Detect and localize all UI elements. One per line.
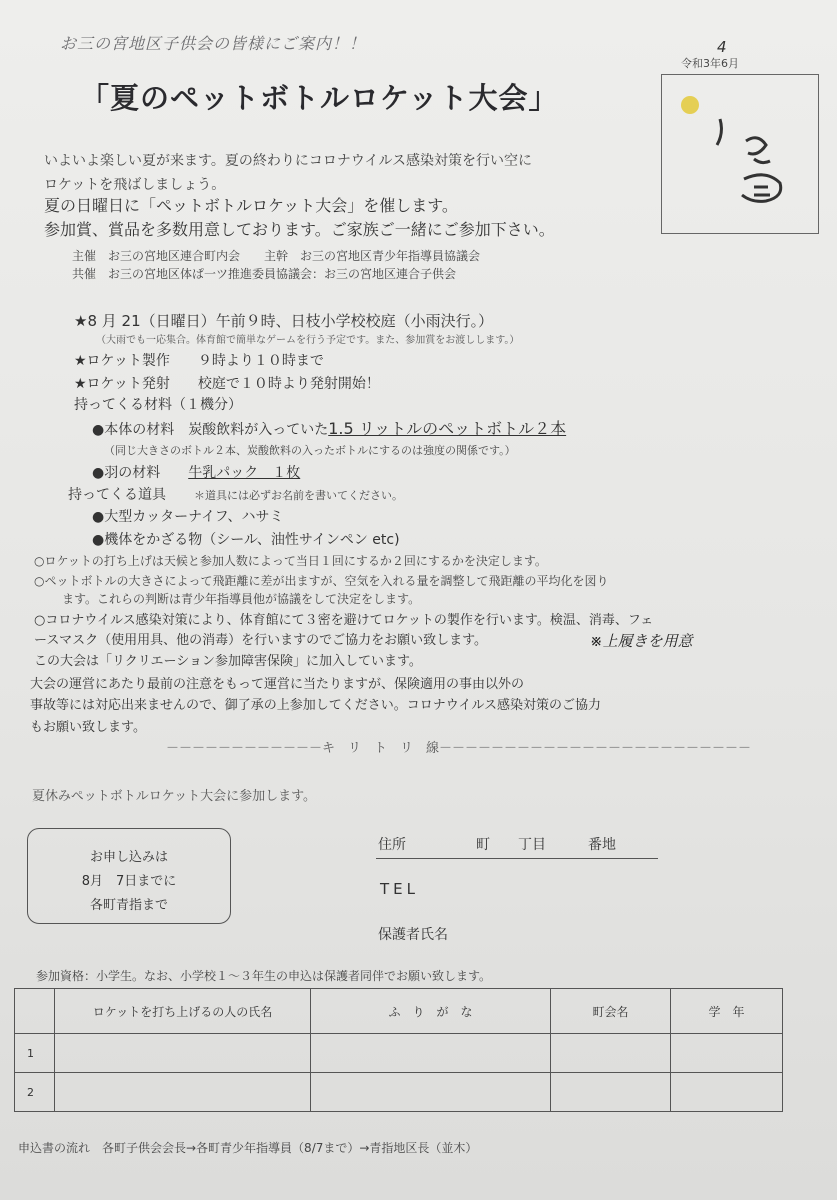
table-row	[15, 1073, 783, 1112]
note-line: ○コロナウイルス感染対策により、体育館にて３密を避けてロケットの製作を行います。検温、消毒、フェ	[34, 613, 654, 628]
note-line: 大会の運営にあたり最前の注意をもって運営に当たりますが、保険適用の事由以外の	[30, 677, 525, 692]
note-line: ースマスク（使用用具、他の消毒）を行いますのでご協力をお願い致します。	[34, 633, 488, 648]
note-line: ○ペットボトルの大きさによって飛距離に差が出ますが、空気を入れる量を調整して飛距離の平均化を図り	[34, 574, 609, 588]
column-header-name: ロケットを打ち上げるの人の氏名	[55, 989, 311, 1034]
note-line: 事故等には対応出来ませんので、御了承の上参加してください。コロナウイルス感染対策のご協力	[30, 698, 601, 713]
handwritten-note: ※上履きを用意	[590, 632, 693, 650]
join-statement: 夏休みペットボトルロケット大会に参加します。	[32, 789, 317, 804]
deadline-line: 8月 7日までに	[81, 874, 177, 889]
intro-line-3: 夏の日曜日に「ペットボトルロケット大会」を催します。	[44, 196, 458, 215]
event-date-place: ★8 月 21（日曜日）午前９時、日枝小学校校庭（小雨決行。）	[74, 312, 494, 330]
eligibility-note: 参加資格：小学生。なお、小学校１～３年生の申込は保護者同伴でお願い致します。	[36, 969, 492, 983]
town-cell[interactable]	[551, 1073, 671, 1112]
materials-heading: 持ってくる材料（１機分）	[74, 397, 242, 413]
wing-material-label: ●羽の材料	[92, 465, 189, 481]
town-cell[interactable]	[551, 1034, 671, 1073]
address-field-label: 住所 町 丁目 番地	[378, 837, 616, 853]
note-line: ます。これらの判断は青少年指導員他が協議をして決定をします。	[62, 592, 421, 606]
body-material-note: （同じ大きさのボトル２本、炭酸飲料の入ったボトルにするのは強度の関係です。）	[104, 444, 516, 457]
grade-cell[interactable]	[671, 1034, 783, 1073]
handwritten-year-correction: 4	[717, 38, 727, 56]
intro-line-2: ロケットを飛ばしましょう。	[44, 177, 226, 193]
address-field[interactable]	[376, 858, 658, 859]
wing-material-item: 牛乳パック １枚	[188, 465, 301, 481]
furigana-cell[interactable]	[311, 1073, 551, 1112]
tools-heading-note: ＊道具には必ずお名前を書いてください。	[194, 489, 403, 502]
signature-drawing	[662, 75, 818, 233]
column-header	[15, 989, 55, 1034]
body-material-item: 1.5 リットルのペットボトル２本	[328, 419, 567, 438]
tel-field-label: TEL	[380, 880, 419, 898]
tool-item: ●大型カッターナイフ、ハサミ	[92, 509, 284, 525]
handwritten-signature-box	[661, 74, 819, 234]
event-title: 「夏のペットボトルロケット大会」	[80, 81, 559, 115]
registration-table	[14, 988, 783, 1112]
rocket-build-time: ★ロケット製作 ９時より１０時まで	[74, 353, 324, 369]
column-header-grade: 学 年	[671, 989, 783, 1034]
organizer-line-2: 共催 お三の宮地区体ぱ一ツ推進委員協議会：お三の宮地区連合子供会	[72, 267, 457, 281]
name-cell[interactable]	[55, 1034, 311, 1073]
grade-cell[interactable]	[671, 1073, 783, 1112]
intro-line-1: いよいよ楽しい夏が来ます。夏の終わりにコロナウイルス感染対策を行い空に	[44, 153, 533, 169]
greeting: お三の宮地区子供会の皆様にご案内！！	[60, 34, 367, 53]
intro-line-4: 参加賞、賞品を多数用意しております。ご家族ご一緒にご参加下さい。	[44, 220, 555, 239]
note-line: もお願い致します。	[30, 720, 146, 735]
tools-heading	[68, 488, 403, 502]
name-cell[interactable]	[55, 1073, 311, 1112]
application-flow: 申込書の流れ 各町子供会会長→各町青少年指導員（8/7まで）→青指地区長（並木）	[18, 1141, 478, 1155]
deadline-line: お申し込みは	[89, 850, 168, 865]
tool-item: ●機体をかざる物（シール、油性サインペン etc)	[92, 532, 400, 548]
guardian-name-label: 保護者氏名	[378, 927, 448, 943]
body-material-label: ●本体の材料 炭酸飲料が入っていた	[92, 422, 329, 438]
organizer-line-1: 主催 お三の宮地区連合町内会 主幹 お三の宮地区青少年指導員協議会	[72, 249, 481, 263]
row-number: 1	[15, 1034, 55, 1073]
tools-heading-label: 持ってくる道具	[68, 487, 166, 503]
deadline-box	[27, 828, 231, 924]
column-header-furigana: ふ り が な	[311, 989, 551, 1034]
table-row	[15, 1034, 783, 1073]
rain-note: （大雨でも一応集合。体育館で簡単なゲームを行う予定です。また、参加賞をお渡しします。）	[96, 335, 520, 346]
rocket-launch-time: ★ロケット発射 校庭で１０時より発射開始！	[74, 376, 380, 392]
note-line: ○ロケットの打ち上げは天候と参加人数によって当日１回にするか２回にするかを決定します。	[34, 554, 547, 568]
table-header-row	[15, 989, 783, 1034]
row-number: 2	[15, 1073, 55, 1112]
body-material	[92, 421, 566, 437]
issue-date: 令和3年6月	[681, 57, 739, 70]
wing-material	[92, 466, 300, 480]
deadline-line: 各町青指まで	[89, 898, 168, 913]
note-line: この大会は「リクリエーション参加障害保険」に加入しています。	[34, 654, 422, 669]
furigana-cell[interactable]	[311, 1034, 551, 1073]
column-header-town: 町会名	[551, 989, 671, 1034]
cut-line: －－－－－－－－－－－－キ リ ト リ 線－－－－－－－－－－－－－－－－－－－－－－－－	[166, 741, 752, 756]
